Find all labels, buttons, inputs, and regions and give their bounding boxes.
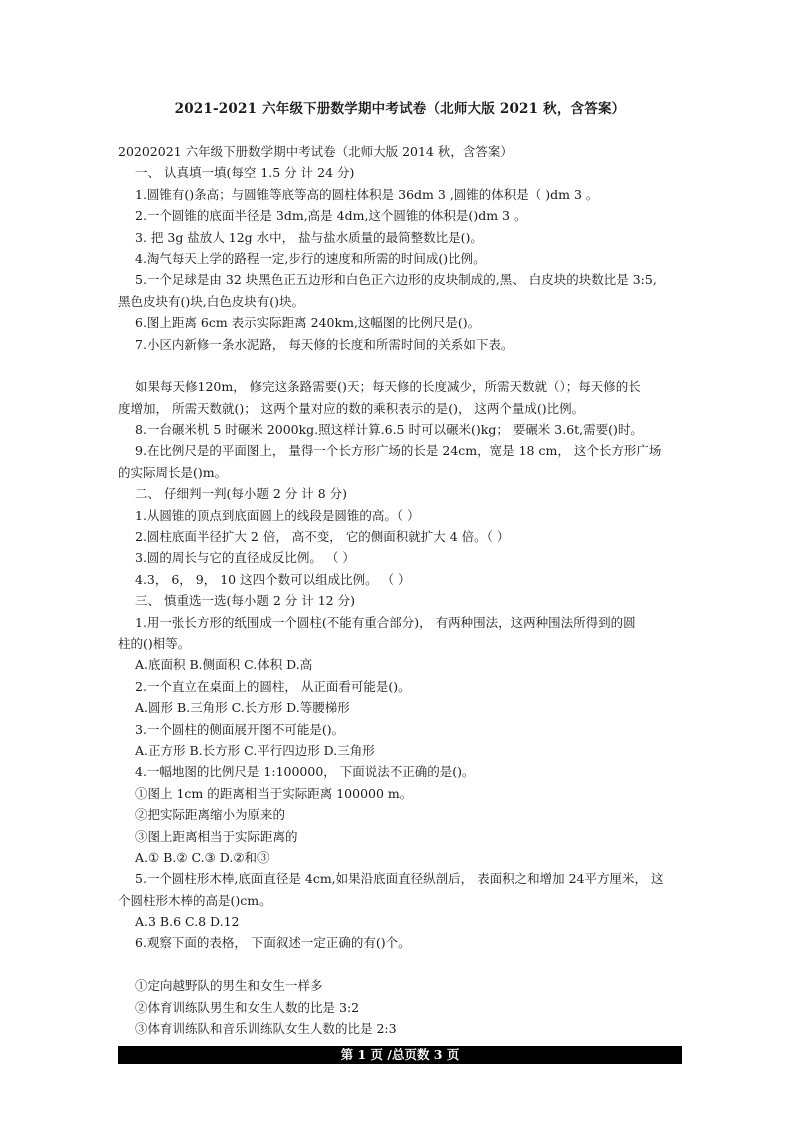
statement-item: ①图上 1cm 的距离相当于实际距离 100000 m。 xyxy=(135,785,413,801)
question-text: 2.一个圆锥的底面半径是 3dm,高是 4dm,这个圆锥的体积是()dm 3 。 xyxy=(135,208,527,224)
statement-item: ③图上距离相当于实际距离的 xyxy=(135,828,298,844)
question-text-continued: 度增加， 所需天数就()； 这两个量对应的数的乘积表示的是()， 这两个量成()比例。 xyxy=(118,400,585,416)
question-text: 4.一幅地图的比例尺是 1:100000， 下面说法不正确的是()。 xyxy=(135,764,475,780)
document-title: 2021-2021 六年级下册数学期中考试卷（北师大版 2021 秋，含答案） xyxy=(174,101,626,117)
question-text: 1.圆锥有()条高；与圆锥等底等高的圆柱体积是 36dm 3 ,圆锥的体积是（ )dm 3 。 xyxy=(135,186,599,202)
question-text: 1.从圆锥的顶点到底面圆上的线段是圆锥的高。（ ） xyxy=(135,507,420,523)
question-text: 3. 把 3g 盐放人 12g 水中， 盐与盐水质量的最简整数比是()。 xyxy=(135,229,483,245)
question-text: 3.一个圆柱的侧面展开图不可能是()。 xyxy=(135,721,345,737)
section-3-heading: 三、 慎重选一选(每小题 2 分 计 12 分) xyxy=(135,593,355,609)
question-text: 2.圆柱底面半径扩大 2 倍， 高不变， 它的侧面积就扩大 4 倍。（ ） xyxy=(135,529,510,545)
question-text: 7.小区内新修一条水泥路， 每天修的长度和所需时间的关系如下表。 xyxy=(135,336,514,352)
question-text: 4.3， 6， 9， 10 这四个数可以组成比例。 （ ） xyxy=(135,571,411,587)
question-text-continued: 个圆柱形木棒的高是()cm。 xyxy=(118,892,272,908)
answer-options: A.① B.② C.③ D.②和③ xyxy=(135,849,270,865)
question-text: 2.一个直立在桌面上的圆柱， 从正面看可能是()。 xyxy=(135,678,411,694)
answer-options: A.底面积 B.侧面积 C.体积 D.高 xyxy=(135,657,313,673)
answer-options: A.正方形 B.长方形 C.平行四边形 D.三角形 xyxy=(135,742,375,758)
question-text-continued: 柱的()相等。 xyxy=(118,635,191,651)
question-text: 6.图上距离 6cm 表示实际距离 240km,这幅图的比例尺是()。 xyxy=(135,315,481,331)
page-footer: 第 1 页 /总页数 3 页 xyxy=(118,1046,682,1064)
statement-item: ①定向越野队的男生和女生一样多 xyxy=(135,978,323,994)
document-body xyxy=(118,141,690,1039)
question-text: 1.用一张长方形的纸围成一个圆柱(不能有重合部分)， 有两种围法，这两种围法所得到的圆 xyxy=(135,614,636,630)
question-text-continued: 黑色皮块有()块,白色皮块有()块。 xyxy=(118,293,304,309)
answer-options: A.3 B.6 C.8 D.12 xyxy=(135,914,240,930)
section-2-heading: 二、 仔细判一判(每小题 2 分 计 8 分) xyxy=(135,486,348,502)
statement-item: ②把实际距离缩小为原来的 xyxy=(135,807,286,823)
document-subtitle: 20202021 六年级下册数学期中考试卷（北师大版 2014 秋，含答案） xyxy=(118,144,513,159)
question-text: 4.淘气每天上学的路程一定,步行的速度和所需的时间成()比例。 xyxy=(135,250,486,266)
question-text: 9.在比例尺是的平面图上， 量得一个长方形广场的长是 24cm，宽是 18 cm， 这个长方形广场 xyxy=(135,443,662,459)
question-text: 6.观察下面的表格， 下面叙述一定正确的有()个。 xyxy=(135,935,411,951)
statement-item: ③体育训练队和音乐训练队女生人数的比是 2:3 xyxy=(135,1021,397,1037)
question-text: 5.一个圆柱形木棒,底面直径是 4cm,如果沿底面直径纵剖后， 表面积之和增加 24平方厘米， 这 xyxy=(135,871,664,887)
question-text: 8.一台碾米机 5 时碾米 2000kg.照这样计算.6.5 时可以碾米()kg； 要碾米 3.6t,需要()时。 xyxy=(135,422,643,438)
section-1-heading: 一、 认真填一填(每空 1.5 分 计 24 分) xyxy=(135,165,355,181)
question-text-continued: 的实际周长是()m。 xyxy=(118,464,228,480)
statement-item: ②体育训练队男生和女生人数的比是 3:2 xyxy=(135,999,360,1015)
question-text: 3.圆的周长与它的直径成反比例。 （ ） xyxy=(135,550,355,566)
question-text: 5.一个足球是由 32 块黑色正五边形和白色正六边形的皮块制成的,黑、 白皮块的块数比是 3:5, xyxy=(135,272,657,288)
question-text: 如果每天修120m， 修完这条路需要()天；每天修的长度减少，所需天数就（）；每天修的长 xyxy=(135,379,641,395)
answer-options: A.圆形 B.三角形 C.长方形 D.等腰梯形 xyxy=(135,700,350,716)
